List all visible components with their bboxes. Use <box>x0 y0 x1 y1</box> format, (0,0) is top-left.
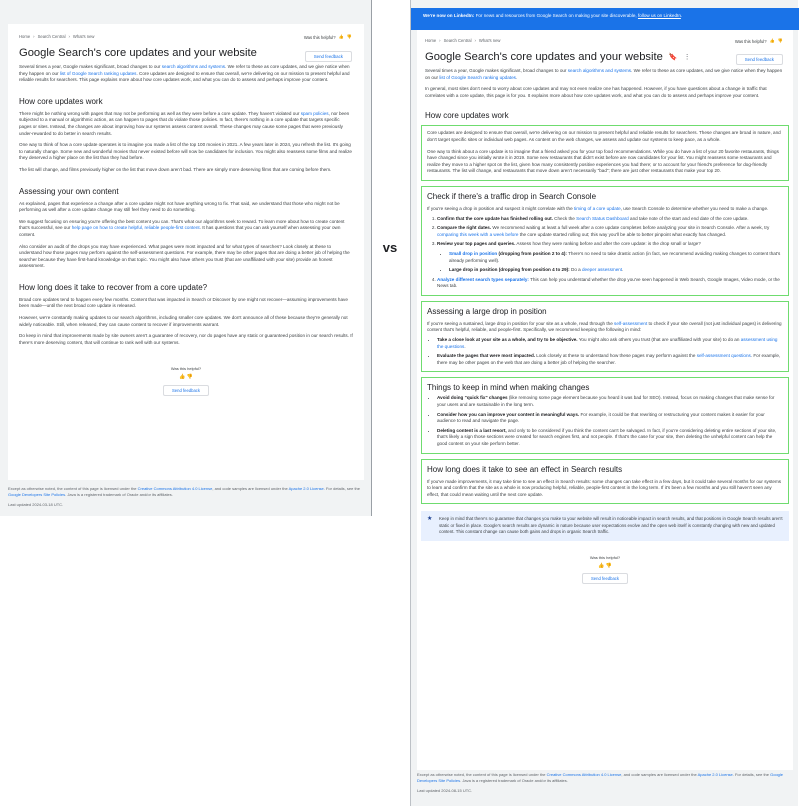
more-vert-icon[interactable]: ⋮ <box>683 54 691 61</box>
assess-paragraph-2: We suggest focusing on ensuring you're offering the best content you can. That's what our algorithms seek to reward. To learn more about how to create content that's successful, see our help page on how to create helpful, reliable people-first content. It has questions that you can ask yourself when assessing your own content. <box>19 218 345 237</box>
send-feedback-button[interactable]: Send feedback <box>305 51 352 62</box>
right-article-card <box>417 30 793 770</box>
link-small-drop[interactable]: Small drop in position <box>449 250 498 256</box>
intro-paragraph-2: In general, most sites don't need to worry about core updates and may not even realize one has happened. However, if you have questions about a change in traffic that correlates with a core update, this page is for you. It explains more about how core updates work, and what you can do to assess and perhaps improve your content. <box>425 86 767 98</box>
list-item: • Deleting content is a last resort, and only to be considered if you think the content can't be salvaged. In fact, if you're considering deleting entire sections of your site, that's likely a sign those sections were created for search engines first, and not people. If that's the case for your site, then deleting the unhelpful content can help the good content on your site perform better. <box>437 428 783 448</box>
how-paragraph-2: One way to think about a core update is to imagine that a friend asked you for your top food recommendations. While you do have a list of your 20 favorite restaurants, things have changed since you initially wrote it in 2019. Some new restaurants that didn't exist before are now candidates for your list. You might reassess some restaurants and realize they move to a higher spot on the list, given how many consistently positive experiences you had there; or to account for your friend's preference for dog-friendly restaurants. The list will change, and restaurants that move down aren't necessarily "bad"; there are just other restaurants that make your top 20. <box>427 148 779 174</box>
highlight-box-large-drop <box>421 301 789 373</box>
breadcrumb-home[interactable]: Home <box>425 38 437 43</box>
breadcrumb-home[interactable]: Home <box>19 34 31 39</box>
heading-check-traffic-drop: Check if there's a traffic drop in Search Console <box>427 191 597 201</box>
heading-large-drop: Assessing a large drop in position <box>427 306 547 316</box>
last-updated: Last updated 2024-08-15 UTC. <box>417 787 473 793</box>
right-footer <box>417 772 793 793</box>
bottom-feedback <box>425 555 785 584</box>
helpful-label: Was this helpful? <box>303 34 336 40</box>
link-search-algorithms[interactable]: search algorithms and systems <box>567 68 632 73</box>
heading-recover: How long does it take to recover from a core update? <box>19 282 208 292</box>
recover-paragraph-3: Do keep in mind that improvements made by site owners aren't a guarantee of recovery, nor do pages have any static or guaranteed position in our search results. If there's more deserving content, that will continue to rank well with our systems. <box>19 333 353 345</box>
intro-paragraph: Several times a year, Google makes significant, broad changes to our search algorithms and systems. We refer to these as core updates, and we give notice when they happen on our list of Google Search ranking updates. Core updates are designed to ensure that overall, we're delivering on our mission to present helpful and reliable results for searchers. This page explains more about how core updates work, and what you can do to assess and perhaps improve your content. <box>19 64 350 83</box>
helpful-widget <box>735 38 783 44</box>
how-paragraph-1: There might be nothing wrong with pages that may not be performing as well as they were before a core update. They haven't violated our spam policies, nor been subjected to a manual or algorithmic action, as can happen to pages that do violate those policies. In fact, there's nothing in a core update that targets specific pages or sites. Instead, the changes are about improving how our systems assess content overall. These changes may cause some pages that were previously under-rewarded to do better in search results. <box>19 110 350 136</box>
assess-paragraph-1: As explained, pages that experience a change after a core update might not have anything wrong to fix. That said, we understand that those who might not be performing as well after a core update change may still feel they need to do something. <box>19 200 340 213</box>
drop-size-sublist <box>449 251 783 274</box>
breadcrumb-whats-new[interactable]: What's new <box>72 34 95 39</box>
heading-how-long: How long does it take to see an effect in Search results <box>427 464 623 474</box>
large-drop-paragraph: If you're seeing a sustained, large drop in position for your site as a whole, read through the self-assessment to check if your site overall (not just individual pages) is delivering content that's helpful, reliable, and people-first. Specifically, we recommend keeping the following in mind: <box>427 320 782 333</box>
thumb-down-icon[interactable]: 👎 <box>605 562 612 569</box>
bookmark-icon[interactable]: 🔖 <box>668 54 678 61</box>
how-paragraph-3: The list will change, and films previously higher on the list that move down aren't bad. There are simply more deserving films that are coming before them. <box>19 166 332 172</box>
helpful-label: Was this helpful? <box>734 38 767 44</box>
left-article-card <box>8 24 364 480</box>
how-paragraph-1: Core updates are designed to ensure that overall, we're delivering on our mission to present helpful and reliable results for searchers. These changes are broad in nature, and don't target specific sites or individual web pages. As content on the web changes, we assess and update our systems to keep pace, as a whole. <box>427 130 781 142</box>
thumb-up-icon[interactable]: 👍 <box>769 38 775 43</box>
link-compare-weeks[interactable]: comparing this week with a week before <box>437 231 519 237</box>
chevron-right-icon: › <box>33 34 35 39</box>
feedback-label: Was this helpful? <box>589 554 621 560</box>
list-item: • Avoid doing "quick fix" changes (like removing some page element because you heard it was bad for SEO). Instead, focus on making changes that make sense for your users and are sustainable in the long term. <box>437 395 783 408</box>
how-paragraph-2: One way to think of how a core update operates is to imagine you made a list of the top 100 movies in 2021. A few years later in 2024, you refresh the list. It's going to naturally change. Some new and wonderful movies that never existed before will now be candidates for inclusion. You might also reassess some films and realize they deserved a higher place on the list than they had before. <box>19 142 352 161</box>
intro-paragraph: Several times a year, Google makes significant, broad changes to our search algorithms and systems. We refer to these as core updates, and we give notice when they happen on our list of Google Search ranking updates. <box>425 68 783 80</box>
list-item: • Small drop in position (dropping from position 2 to 4): There's no need to take drastic action (in fact, we recommend avoiding making changes to content that's already performing well). <box>449 251 783 264</box>
list-item: • Large drop in position (dropping from position 4 to 29): Do a deeper assessment. <box>449 267 783 274</box>
thumb-down-icon[interactable]: 👎 <box>777 38 783 43</box>
link-self-assessment-questions[interactable]: self-assessment questions <box>696 353 751 359</box>
send-feedback-button[interactable]: Send feedback <box>736 54 783 65</box>
link-cc-license[interactable]: Creative Commons Attribution 4.0 License <box>546 772 622 777</box>
link-search-algorithms[interactable]: search algorithms and systems <box>161 64 226 69</box>
list-item: • Take a close look at your site as a whole, and try to be objective. You might also ask others you trust (that are unaffiliated with your site) to do an assessment using the questions. <box>437 337 783 350</box>
link-ranking-updates[interactable]: list of Google Search ranking updates <box>59 70 137 76</box>
link-site-policies[interactable]: Google Developers Site Policies <box>417 772 784 783</box>
thumb-up-icon[interactable]: 👍 <box>598 562 605 569</box>
bottom-send-feedback-button[interactable]: Send feedback <box>163 385 209 396</box>
list-item: 3. Review your top pages and queries. Assess how they were ranking before and after the core update: is the drop small or large? • Small drop in position (dropping from position 2 to 4): There's no need to take drastic action (in fact, we recommend avoiding making changes to content that's already performing well). • Large drop in position (dropping from position 4 to 29): Do a deeper assessment. <box>437 241 783 273</box>
last-updated: Last updated 2024-03-18 UTC. <box>8 501 64 507</box>
check-paragraph: If you're seeing a drop in position and suspect it might correlate with the timing of a core update, use Search Console to determine whether you need to make a change. <box>427 205 769 211</box>
link-follow-linkedin[interactable]: follow us on LinkedIn <box>637 13 681 18</box>
link-status-dashboard[interactable]: Search Status Dashboard <box>576 215 629 221</box>
link-ranking-updates[interactable]: list of Google Search ranking updates <box>439 74 516 80</box>
breadcrumb-search-central[interactable]: Search Central <box>443 38 472 43</box>
vs-label: vs <box>382 240 398 255</box>
list-item: 2. Compare the right dates. We recommend waiting at least a full week after a core update completes before analyzing your site in Search Console. After a week, try comparing this week with a week before the core update started rolling out; this way you'll be able to better pinpoint what exactly has changed. <box>437 225 783 238</box>
recover-paragraph-2: However, we're constantly making updates to our search algorithms, including smaller core updates. We don't announce all of these because they're generally not widely noticeable. Still, when released, they can cause content to recover if improvements warrant. <box>19 315 348 327</box>
page-title: Google Search's core updates and your website <box>19 47 257 59</box>
link-site-policies[interactable]: Google Developers Site Policies <box>8 491 66 497</box>
thumb-down-icon[interactable]: 👎 <box>186 374 193 381</box>
breadcrumb-whats-new[interactable]: What's new <box>478 38 501 43</box>
license-text: Except as otherwise noted, the content of this page is licensed under the Creative Commons Attribution 4.0 License, and code samples are licensed under the Apache 2.0 License. For details, see the Google Developers Site Policies. Java is a registered trademark of Oracle and/or its affiliates. <box>417 772 784 783</box>
link-help-page[interactable]: help page on how to create helpful, reliable people-first content <box>71 225 200 231</box>
check-steps-list <box>437 216 783 290</box>
list-item: • Consider how you can improve your content in meaningful ways. For example, it could be that rewriting or restructuring your content makes it easier for your audience to read and navigate the page. <box>437 412 783 425</box>
star-icon: ★ <box>427 516 433 523</box>
heading-how-core-updates-work: How core updates work <box>19 96 103 106</box>
link-apache-license[interactable]: Apache 2.0 License <box>697 772 733 777</box>
bottom-send-feedback-button[interactable]: Send feedback <box>582 573 628 584</box>
link-apache-license[interactable]: Apache 2.0 License <box>288 486 324 491</box>
thumb-down-icon[interactable]: 👎 <box>346 34 352 39</box>
thumb-up-icon[interactable]: 👍 <box>338 34 344 39</box>
large-drop-list <box>437 337 783 366</box>
left-footer <box>8 486 364 507</box>
feedback-label: Was this helpful? <box>170 366 202 372</box>
license-text: Except as otherwise noted, the content of this page is licensed under the Creative Commons Attribution 4.0 License, and code samples are licensed under the Apache 2.0 License. For details, see the Google Developers Site Policies. Java is a registered trademark of Oracle and/or its affiliates. <box>8 486 361 497</box>
list-item: 1. Confirm that the core update has finished rolling out. Check the Search Status Dashboard and take note of the start and end date of the core update. <box>437 216 783 223</box>
link-analyze-search-types[interactable]: Analyze different search types separately: <box>437 276 529 282</box>
link-spam-policies[interactable]: spam policies <box>300 110 329 116</box>
chevron-right-icon: › <box>68 34 70 39</box>
right-page-new <box>410 0 798 806</box>
highlight-box-keep-in-mind <box>421 377 789 453</box>
breadcrumb <box>425 38 785 43</box>
heading-assessing-content: Assessing your own content <box>19 186 119 196</box>
chevron-right-icon: › <box>439 38 441 43</box>
link-cc-license[interactable]: Creative Commons Attribution 4.0 License <box>137 486 213 491</box>
recover-paragraph-1: Broad core updates tend to happen every few months. Content that was impacted in Search or Discover by one might not recover—assuming improvements have been made—until the next broad core update is released. <box>19 296 348 309</box>
how-long-paragraph: If you've made improvements, it may take time to see an effect in Search results: some changes can take effect in a few days, but it could take several months for our systems to learn and confirm that the site as a whole is now producing helpful, reliable, people-first content in the long term. If it's been a few months and you still haven't seen any effect, that could mean waiting until the next core update. <box>427 478 782 497</box>
link-deeper-assessment[interactable]: deeper assessment <box>581 267 623 273</box>
note-text: Keep in mind that there's no guarantee that changes you make to your website will result in noticeable impact in search results, and that positions in Google Search results aren't static or fixed in place. Google's search results are dynamic in nature because user expectations evolve and the open web itself is constantly changing with new and updated content. This constant change can cause both gains and drops in organic Search traffic. <box>439 516 783 535</box>
link-timing-core-update[interactable]: timing of a core update <box>573 205 621 211</box>
heading-keep-in-mind: Things to keep in mind when making changes <box>427 383 590 393</box>
thumb-up-icon[interactable]: 👍 <box>179 374 186 381</box>
list-item: • Evaluate the pages that were most impacted. Look closely at these to understand how these pages may perform against the self-assessment questions. For example, there may be other pages on the web that are doing a better job of helping the searcher. <box>437 353 783 366</box>
linkedin-banner: We're now on LinkedIn: For news and resources from Google Search on making your site discoverable, follow us on LinkedIn. <box>411 8 799 30</box>
highlight-box-how-long <box>421 459 789 505</box>
heading-how-core-updates-work: How core updates work <box>425 111 509 121</box>
note-callout <box>421 511 789 540</box>
page-title: Google Search's core updates and your website <box>425 51 663 63</box>
page-title-row <box>425 51 785 63</box>
keep-in-mind-list <box>437 395 783 447</box>
breadcrumb-search-central[interactable]: Search Central <box>37 34 66 39</box>
chevron-right-icon: › <box>474 38 476 43</box>
highlight-box-check <box>421 186 789 296</box>
highlight-box-how <box>421 125 789 181</box>
bottom-feedback <box>19 366 353 396</box>
link-self-assessment[interactable]: self-assessment <box>614 320 648 326</box>
link-assessment-questions[interactable]: assessment using the questions <box>437 337 778 349</box>
left-page-old <box>0 0 372 516</box>
list-item: 4. Analyze different search types separately: This can help you understand whether the drop you've seen happened in Web Search, Google Images, Video mode, or the News tab. <box>437 277 783 290</box>
assess-paragraph-3: Also consider an audit of the drops you may have experienced. What pages were most impacted and for what types of searches? Look closely at these to understand how those pages may perform against the self-assessment questions. For example, there may be other pages that are doing a better job of helping the searcher because they have first-hand knowledge on that topic. You might also have others you trust (that are unaffiliated with your site) provide an honest assessment. <box>19 243 350 269</box>
helpful-widget <box>304 34 352 40</box>
